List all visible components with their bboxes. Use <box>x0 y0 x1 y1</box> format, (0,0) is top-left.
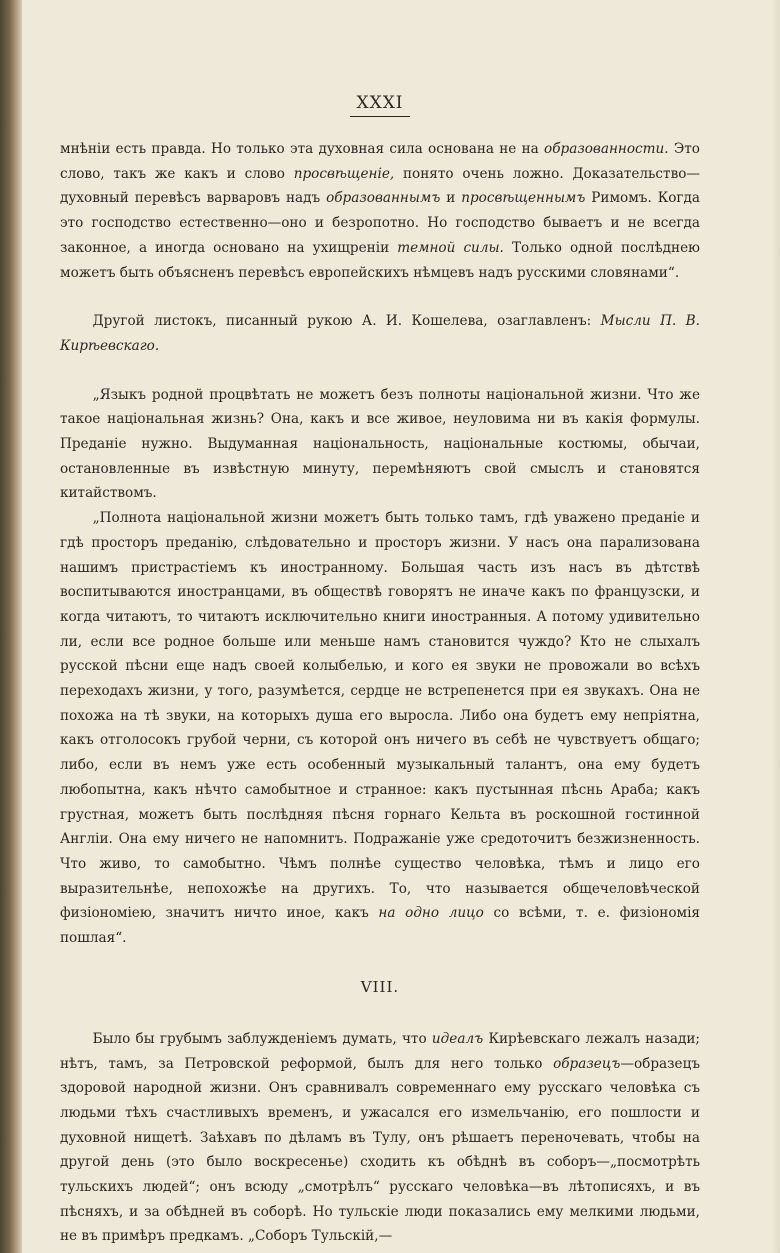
paragraph-1-text-3: понято очень ложно. Доказательство—духовный перевѣсъ варваровъ надъ <box>60 165 700 207</box>
paragraph-1-text-2: Это слово, такъ же какъ и слово <box>60 141 700 182</box>
paragraph-1-italic-5: темной силы. <box>397 239 504 256</box>
page-number-text: XXXI <box>350 92 409 117</box>
paragraph-1-text-1: мнѣніи есть правда. Но только эта духовная сила основана не на <box>60 141 545 157</box>
book-spine-shadow <box>0 0 22 1253</box>
paragraph-1-italic-2: просвѣщеніе, <box>293 165 395 182</box>
paragraph-1-italic-3: образованнымъ <box>326 190 441 207</box>
paragraph-3-text: „Языкъ родной процвѣтать не можетъ безъ полноты національной жизни. Что же такое національная жизнь? Она, какъ и все живое, неуловима ни въ какія формулы. Преданіе нужно. Выдуманная національность, національные костюмы, обычаи, остановленные въ извѣстную минуту, перемѣняютъ свой смыслъ и становятся китайствомъ. <box>60 386 700 502</box>
paragraph-5-text-2: Кирѣевскаго лежалъ назади; нѣтъ, тамъ, за Петровской реформой, былъ для него только <box>60 1030 700 1072</box>
spacer <box>60 285 700 309</box>
paragraph-1-text-6: Только одной послѣднею можетъ быть объясненъ перевѣсъ европейскихъ нѣмцевъ надъ русскими словянами“. <box>60 239 700 281</box>
paragraph-4 <box>60 506 700 951</box>
section-heading: VIII. <box>360 977 400 996</box>
paragraph-5-italic-1: идеалъ <box>431 1030 484 1047</box>
paragraph-4-text-2: со всѣми, т. е. физіономія пошлая“. <box>60 905 700 947</box>
paragraph-1-text-5: Римомъ. Когда это господство естественно—оно и безропотно. Но господство бываетъ и не всегда законное, а иногда основано на ухищреніи <box>60 190 701 256</box>
paragraph-2-text-1: Другой листокъ, писанный рукою А. И. Кошелева, озаглавленъ: <box>92 313 601 330</box>
paragraph-5-italic-2: образецъ <box>553 1055 621 1072</box>
page-number <box>60 92 700 117</box>
paragraph-2 <box>60 309 700 358</box>
paragraph-4-italic-1: на одно лицо <box>378 905 484 922</box>
paragraph-5 <box>60 1027 700 1249</box>
paragraph-5-text-3: —образецъ здоровой народной жизни. Онъ сравнивалъ современнаго ему русскаго человѣка съ людьми тѣхъ счастливыхъ временъ, и ужасался его измельчанію, его пошлости и духовной нищетѣ. Заѣхавъ по дѣламъ въ Тулу, онъ рѣшаетъ переночевать, чтобы на другой день (это было воскресенье) сходить къ обѣднѣ въ соборъ—„посмотрѣть тульскихъ людей“; онъ всюду „смотрѣлъ“ русскаго человѣка—въ лѣтописяхъ, и въ пѣсняхъ, и за обѣдней въ соборѣ. Но тульскіе люди показались ему мелкими людьми, не въ примѣръ предкамъ. „Соборъ Тульскій,— <box>60 1055 700 1245</box>
paragraph-3 <box>60 383 700 507</box>
book-page <box>60 92 700 1249</box>
paragraph-4-text-1: „Полнота національной жизни можетъ быть только тамъ, гдѣ уважено преданіе и гдѣ просторъ преданію, слѣдовательно и просторъ жизни. У насъ она парализована нашимъ пристрастіемъ къ иностранному. Большая часть изъ насъ въ дѣтствѣ воспитываются иностранцами, въ обществѣ говорятъ не иначе какъ по французски, и когда читаютъ, то читаютъ исключительно книги иностранныя. А потому удивительно ли, если все родное больше или меньше намъ становится чуждо? Кто не слыхалъ русской пѣсни еще надъ своей колыбелью, и кого ея звуки не провожали во всѣхъ переходахъ жизни, у того, разумѣется, сердце не встрепенется при ея звукахъ. Она не похожа на тѣ звуки, на которыхъ душа его выросла. Либо она будетъ ему непріятна, какъ отголосокъ грубой черни, съ которой онъ ничего въ себѣ не чувствуетъ общаго; либо, если въ немъ уже есть особенный музыкальный талантъ, она ему будетъ любопытна, какъ нѣчто самобытное и странное: какъ пустынная пѣснь Араба; какъ грустная, можетъ быть послѣдняя пѣсня горнаго Кельта въ роскошной гостинной Англіи. Она ему ничего не напомнитъ. Подражаніе уже средоточитъ безжизненность. Что живо, то самобытно. Чѣмъ полнѣе существо человѣка, тѣмъ и лицо его выразительнѣе, непохожѣе на другихъ. То, что называется общечеловѣческой физіономіею, значитъ ничто иное, какъ <box>60 510 700 922</box>
paragraph-2-italic-1: Мысли П. В. Кирѣевскаго. <box>60 313 700 354</box>
page-edge <box>772 0 780 1253</box>
paragraph-1-italic-1: образованности. <box>544 141 669 157</box>
paragraph-1 <box>60 137 700 285</box>
paragraph-1-italic-4: просвѣщеннымъ <box>461 190 586 207</box>
spacer <box>60 359 700 383</box>
paragraph-5-text-1: Было бы грубымъ заблужденіемъ думать, что <box>92 1030 432 1047</box>
paragraph-1-text-4: и <box>440 190 462 207</box>
